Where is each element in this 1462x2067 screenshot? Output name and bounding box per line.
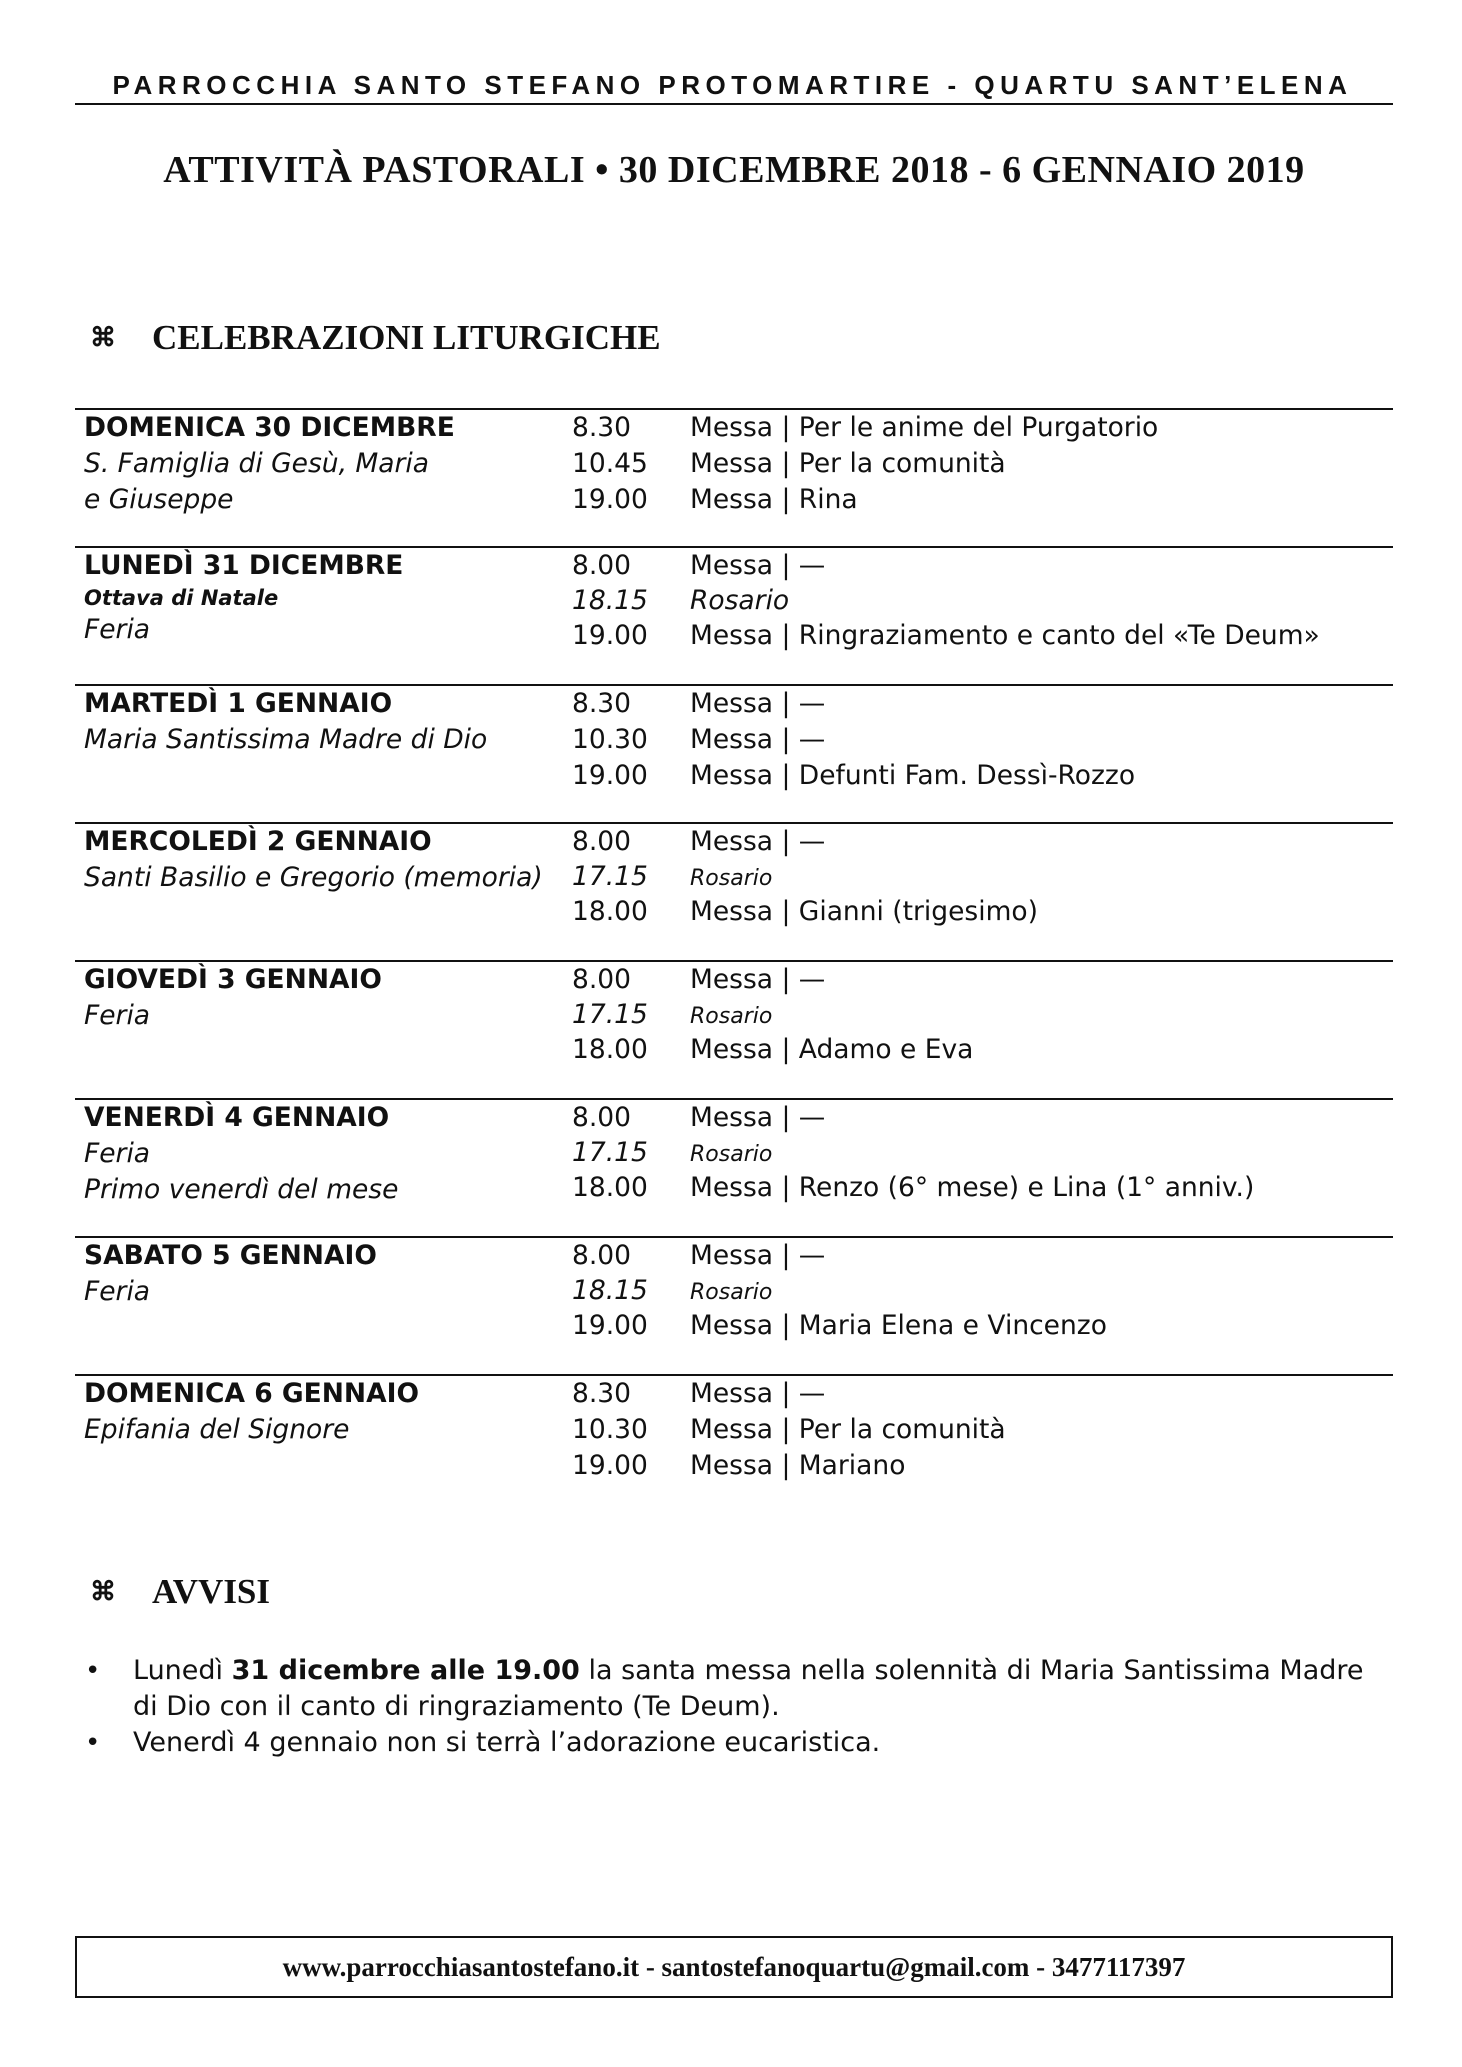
- celebrazioni-heading: [90, 318, 661, 358]
- day-events: [572, 410, 1392, 518]
- event-description: Rosario: [690, 1142, 773, 1167]
- event-time: 8.00: [572, 964, 632, 995]
- event-time: 10.30: [572, 1414, 648, 1445]
- event-description: Messa | —: [690, 1378, 826, 1409]
- day-feast: Primo venerdì del mese: [84, 1174, 399, 1205]
- mass-row: [572, 1448, 1392, 1484]
- event-time: 18.00: [572, 1172, 648, 1203]
- event-time: 19.00: [572, 760, 648, 791]
- day-info: [84, 824, 624, 896]
- avvisi-heading: [90, 1572, 270, 1612]
- schedule-day-row: [75, 408, 1393, 546]
- event-description: Messa | —: [690, 1240, 826, 1271]
- event-time: 19.00: [572, 620, 648, 651]
- event-time: 8.00: [572, 550, 632, 581]
- event-time: 10.30: [572, 724, 648, 755]
- avviso-text: la santa messa nella solennità di Maria Santissima Madre di Dio con il canto di ringraziamento (Te Deum).: [133, 1655, 1364, 1722]
- event-description: Messa | Adamo e Eva: [690, 1034, 974, 1065]
- event-time: 8.30: [572, 412, 632, 443]
- event-description: Messa | —: [690, 688, 826, 719]
- day-feast: S. Famiglia di Gesù, Maria: [84, 448, 430, 479]
- day-feast: Maria Santissima Madre di Dio: [84, 724, 488, 755]
- day-octave-label: Ottava di Natale: [84, 586, 279, 610]
- mass-row: [572, 686, 1392, 722]
- crossed-swords-bullet-icon: ⌘: [90, 323, 116, 352]
- rosary-row: [572, 860, 1392, 894]
- mass-row: [572, 446, 1392, 482]
- mass-row: [572, 410, 1392, 446]
- event-description: Messa | —: [690, 964, 826, 995]
- mass-row: [572, 758, 1392, 794]
- event-time: 17.15: [572, 999, 648, 1030]
- event-description: Messa | Maria Elena e Vincenzo: [690, 1310, 1107, 1341]
- mass-row: [572, 1100, 1392, 1136]
- mass-row: [572, 1308, 1392, 1344]
- day-events: [572, 1100, 1392, 1206]
- event-description: Rosario: [690, 866, 773, 891]
- event-time: 8.30: [572, 1378, 632, 1409]
- mass-row: [572, 618, 1392, 654]
- schedule-day-row: [75, 1098, 1393, 1236]
- mass-row: [572, 894, 1392, 930]
- rosary-row: [572, 1136, 1392, 1170]
- event-time: 18.15: [572, 585, 648, 616]
- parish-name: PARROCCHIA SANTO STEFANO PROTOMARTIRE - QUARTU SANT’ELENA: [112, 70, 1353, 100]
- day-info: [84, 1376, 624, 1448]
- mass-row: [572, 548, 1392, 584]
- crossed-swords-bullet-icon: ⌘: [90, 1577, 116, 1606]
- event-description: Rosario: [690, 1280, 773, 1305]
- day-events: [572, 824, 1392, 930]
- day-feast: Feria: [84, 614, 151, 645]
- day-feast: Santi Basilio e Gregorio (memoria): [84, 862, 543, 893]
- event-description: Messa | Per la comunità: [690, 1414, 1006, 1445]
- event-description: Messa | —: [690, 550, 826, 581]
- day-info: [84, 1100, 624, 1208]
- day-info: [84, 1238, 624, 1310]
- schedule-table: [75, 408, 1393, 1512]
- event-description: Messa | Gianni (trigesimo): [690, 896, 1038, 927]
- day-name: VENERDÌ 4 GENNAIO: [84, 1102, 390, 1133]
- day-info: [84, 962, 624, 1034]
- event-time: 17.15: [572, 861, 648, 892]
- avviso-highlight: 31 dicembre alle 19.00: [231, 1655, 580, 1686]
- bullet-icon: •: [85, 1656, 101, 1686]
- day-feast: e Giuseppe: [84, 484, 234, 515]
- avvisi-heading-text: AVVISI: [152, 1572, 271, 1611]
- mass-row: [572, 1376, 1392, 1412]
- event-time: 19.00: [572, 1310, 648, 1341]
- event-description: Messa | Ringraziamento e canto del «Te Deum»: [690, 620, 1320, 651]
- event-description: Messa | —: [690, 724, 826, 755]
- avvisi-list: [85, 1653, 1395, 1761]
- day-events: [572, 686, 1392, 794]
- event-time: 8.00: [572, 1240, 632, 1271]
- rosary-row: [572, 584, 1392, 618]
- day-feast: Feria: [84, 1276, 151, 1307]
- day-events: [572, 1238, 1392, 1344]
- day-feast: Feria: [84, 1000, 151, 1031]
- mass-row: [572, 1032, 1392, 1068]
- event-description: Messa | Per le anime del Purgatorio: [690, 412, 1159, 443]
- mass-row: [572, 962, 1392, 998]
- footer-contacts[interactable]: www.parrocchiasantostefano.it - santostefanoquartu@gmail.com - 3477117397: [75, 1936, 1393, 1998]
- day-info: [84, 548, 624, 648]
- mass-row: [572, 824, 1392, 860]
- avviso-text: Venerdì 4 gennaio non si terrà l’adorazione eucaristica.: [133, 1727, 881, 1758]
- event-description: Messa | Defunti Fam. Dessì-Rozzo: [690, 760, 1136, 791]
- schedule-day-row: [75, 960, 1393, 1098]
- mass-row: [572, 722, 1392, 758]
- event-description: Messa | —: [690, 826, 826, 857]
- avviso-item: [85, 1653, 1395, 1725]
- event-description: Messa | Mariano: [690, 1450, 906, 1481]
- rosary-row: [572, 1274, 1392, 1308]
- mass-row: [572, 1238, 1392, 1274]
- event-description: Messa | —: [690, 1102, 826, 1133]
- schedule-day-row: [75, 546, 1393, 684]
- day-name: GIOVEDÌ 3 GENNAIO: [84, 964, 382, 995]
- event-time: 19.00: [572, 1450, 648, 1481]
- event-description: Rosario: [690, 1004, 773, 1029]
- day-info: [84, 410, 624, 518]
- event-description: Messa | Renzo (6° mese) e Lina (1° anniv.): [690, 1172, 1255, 1203]
- day-name: DOMENICA 30 DICEMBRE: [84, 412, 455, 443]
- schedule-day-row: [75, 684, 1393, 822]
- mass-row: [572, 1170, 1392, 1206]
- day-name: LUNEDÌ 31 DICEMBRE: [84, 550, 404, 581]
- avviso-text: Lunedì: [133, 1655, 232, 1686]
- day-name: DOMENICA 6 GENNAIO: [84, 1378, 419, 1409]
- event-time: 18.00: [572, 1034, 648, 1065]
- event-time: 17.15: [572, 1137, 648, 1168]
- mass-row: [572, 1412, 1392, 1448]
- celebrazioni-heading-text: CELEBRAZIONI LITURGICHE: [152, 318, 661, 357]
- event-time: 19.00: [572, 484, 648, 515]
- bullet-icon: •: [85, 1728, 101, 1758]
- event-time: 8.00: [572, 1102, 632, 1133]
- event-time: 8.00: [572, 826, 632, 857]
- day-info: [84, 686, 624, 758]
- day-feast: Epifania del Signore: [84, 1414, 350, 1445]
- event-description: Rosario: [690, 585, 790, 616]
- event-time: 8.30: [572, 688, 632, 719]
- schedule-day-row: [75, 822, 1393, 960]
- schedule-day-row: [75, 1374, 1393, 1512]
- day-events: [572, 1376, 1392, 1484]
- header-rule: [75, 103, 1393, 105]
- mass-row: [572, 482, 1392, 518]
- event-time: 18.15: [572, 1275, 648, 1306]
- schedule-day-row: [75, 1236, 1393, 1374]
- rosary-row: [572, 998, 1392, 1032]
- event-time: 18.00: [572, 896, 648, 927]
- day-name: SABATO 5 GENNAIO: [84, 1240, 377, 1271]
- day-name: MARTEDÌ 1 GENNAIO: [84, 688, 393, 719]
- day-name: MERCOLEDÌ 2 GENNAIO: [84, 826, 432, 857]
- event-time: 10.45: [572, 448, 648, 479]
- avviso-item: [85, 1725, 1395, 1761]
- event-description: Messa | Per la comunità: [690, 448, 1006, 479]
- page-title: ATTIVITÀ PASTORALI • 30 DICEMBRE 2018 - 6 GENNAIO 2019: [163, 149, 1305, 191]
- day-feast: Feria: [84, 1138, 151, 1169]
- day-events: [572, 548, 1392, 654]
- event-description: Messa | Rina: [690, 484, 858, 515]
- day-events: [572, 962, 1392, 1068]
